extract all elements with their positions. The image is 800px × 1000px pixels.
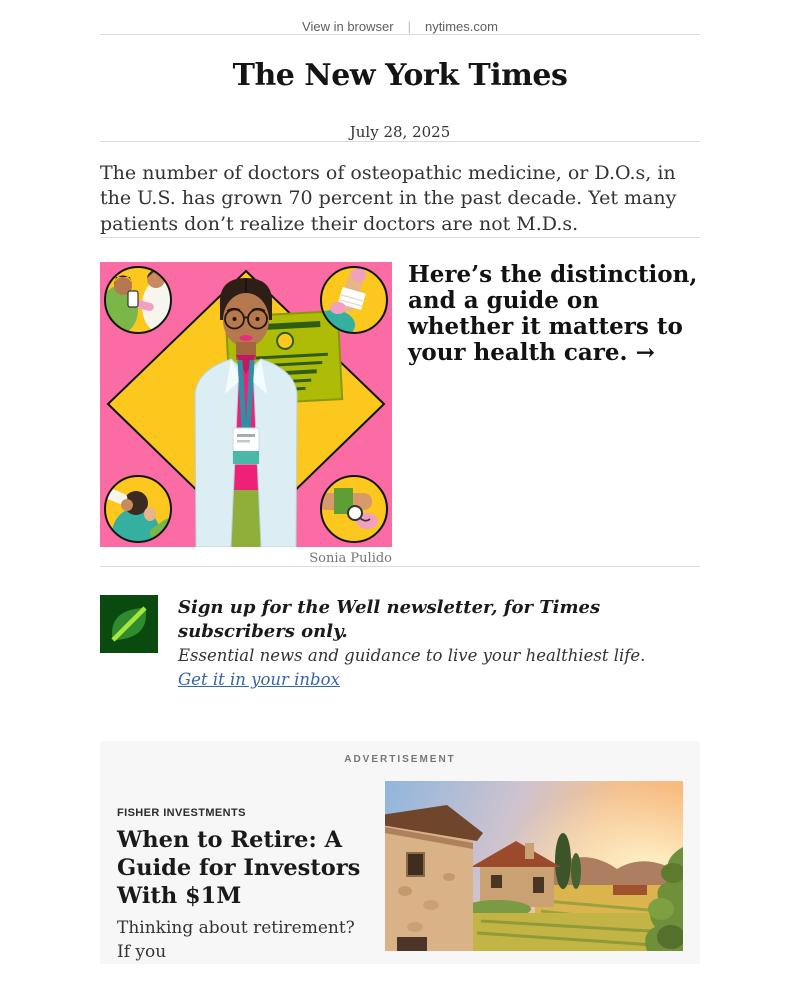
feature-story <box>100 262 700 566</box>
divider-rule <box>100 34 700 35</box>
image-credit: Sonia Pulido <box>309 550 392 566</box>
feature-illustration[interactable] <box>100 262 392 547</box>
nytimes-link[interactable]: nytimes.com <box>424 19 498 34</box>
nyt-logo[interactable]: The New York Times <box>232 58 568 93</box>
intro-paragraph: The number of doctors of osteopathic medicine, or D.O.s, in the U.S. has grown 70 percent in the past decade. Yet many patients don’t realize their doctors are not M.D.s. <box>100 162 677 235</box>
promo-text-block <box>178 595 700 692</box>
advertisement-content <box>100 781 700 964</box>
ad-text-column <box>117 781 385 964</box>
well-newsletter-promo <box>100 595 700 692</box>
newsletter-subtitle: Essential news and guidance to live your healthiest life. <box>178 645 646 665</box>
doctor-illustration-image <box>100 262 392 547</box>
header-divider: | <box>407 19 411 34</box>
newsletter-signup-link[interactable]: Get it in your inbox <box>178 669 340 689</box>
ad-headline[interactable]: When to Retire: A Guide for Investors With $1M <box>117 826 361 909</box>
well-leaf-icon[interactable] <box>100 595 158 653</box>
advertisement-label: ADVERTISEMENT <box>344 753 456 765</box>
ad-sponsor[interactable]: FISHER INVESTMENTS <box>117 806 246 819</box>
view-in-browser-link[interactable]: View in browser <box>302 19 394 34</box>
header-links <box>100 0 700 34</box>
feature-image-column <box>100 262 392 566</box>
advertisement-container <box>100 741 700 964</box>
leaf-slash-icon <box>100 595 158 653</box>
issue-date: July 28, 2025 <box>349 123 451 141</box>
tuscan-landscape-image <box>385 781 683 951</box>
divider-rule <box>100 141 700 142</box>
ad-body-text: Thinking about retirement? If you <box>117 917 355 962</box>
ad-image[interactable] <box>385 781 683 964</box>
newsletter-title: Sign up for the Well newsletter, for Times subscribers only. <box>178 596 601 642</box>
divider-rule <box>100 237 700 238</box>
feature-headline[interactable]: Here’s the distinction, and a guide on whether it matters to your health care. → <box>408 260 698 366</box>
divider-rule <box>100 566 700 567</box>
